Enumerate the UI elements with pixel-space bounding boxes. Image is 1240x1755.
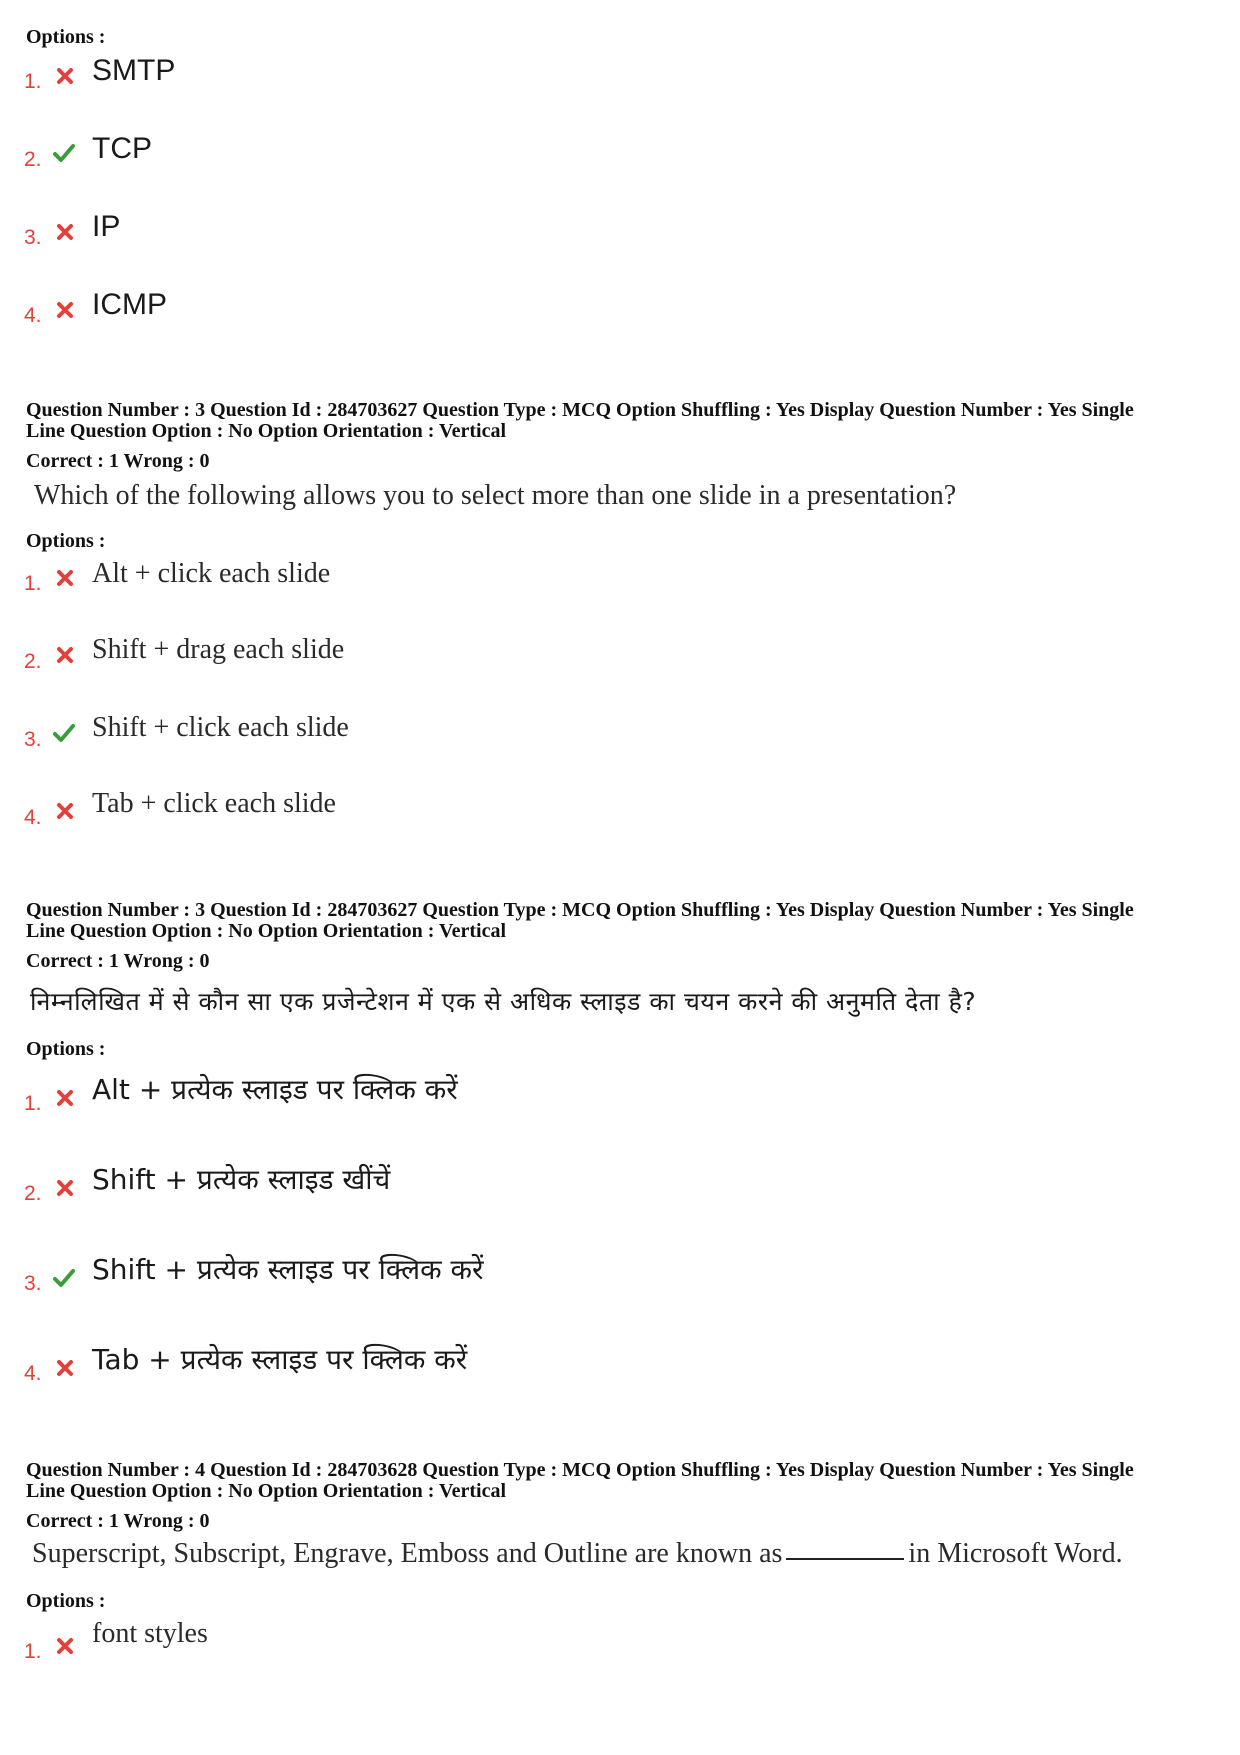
question-meta-line: Line Question Option : No Option Orientation : Vertical	[26, 420, 507, 442]
cross-icon	[53, 298, 77, 322]
score-line: Correct : 1 Wrong : 0	[26, 950, 210, 972]
option-text: Shift + प्रत्येक स्लाइड खींचें	[92, 1163, 391, 1196]
question-meta-line: Line Question Option : No Option Orientation : Vertical	[26, 1480, 507, 1502]
option-number: 4.	[24, 1362, 42, 1385]
option-number: 2.	[24, 148, 42, 171]
cross-icon	[53, 1356, 77, 1380]
option-number: 2.	[24, 650, 42, 673]
option-number: 3.	[24, 728, 42, 751]
options-label: Options :	[26, 530, 106, 552]
check-icon	[52, 1266, 76, 1290]
option-text: SMTP	[92, 54, 176, 87]
option-number: 4.	[24, 304, 42, 327]
check-icon	[52, 141, 76, 165]
question-meta	[26, 1460, 1226, 1502]
option-text: Alt + click each slide	[92, 558, 331, 589]
option-number: 3.	[24, 1272, 42, 1295]
option-text: Shift + drag each slide	[92, 634, 345, 665]
cross-icon	[53, 1176, 77, 1200]
question-meta-line: Question Number : 3 Question Id : 284703627 Question Type : MCQ Option Shuffling : Yes Display Question Number : Yes Single	[26, 399, 1134, 421]
option-text: Alt + प्रत्येक स्लाइड पर क्लिक करें	[92, 1073, 458, 1106]
option-text: ICMP	[92, 288, 167, 321]
option-number: 3.	[24, 226, 42, 249]
question-meta-line: Question Number : 3 Question Id : 284703627 Question Type : MCQ Option Shuffling : Yes Display Question Number : Yes Single	[26, 899, 1134, 921]
cross-icon	[53, 64, 77, 88]
cross-icon	[53, 799, 77, 823]
question-meta	[26, 400, 1226, 442]
option-number: 1.	[24, 572, 42, 595]
option-text: Tab + प्रत्येक स्लाइड पर क्लिक करें	[92, 1343, 468, 1376]
question-text-part: in Microsoft Word.	[908, 1538, 1123, 1569]
score-line: Correct : 1 Wrong : 0	[26, 1510, 210, 1532]
cross-icon	[53, 220, 77, 244]
cross-icon	[53, 1634, 77, 1658]
cross-icon	[53, 1086, 77, 1110]
option-text: IP	[92, 210, 121, 243]
option-text: Tab + click each slide	[92, 788, 336, 819]
cross-icon	[53, 566, 77, 590]
question-text	[32, 1538, 1123, 1570]
question-text: निम्नलिखित में से कौन सा एक प्रजेन्टेशन में एक से अधिक स्लाइड का चयन करने की अनुमति देता है?	[30, 987, 977, 1016]
option-text: TCP	[92, 132, 152, 165]
score-line: Correct : 1 Wrong : 0	[26, 450, 210, 472]
question-text-part: Superscript, Subscript, Engrave, Emboss and Outline are known as	[32, 1538, 783, 1569]
cross-icon	[53, 643, 77, 667]
option-number: 1.	[24, 1092, 42, 1115]
option-text: Shift + click each slide	[92, 712, 349, 743]
check-icon	[52, 721, 76, 745]
question-meta-line: Line Question Option : No Option Orientation : Vertical	[26, 920, 507, 942]
fill-in-blank	[786, 1558, 904, 1560]
option-number: 1.	[24, 1640, 42, 1663]
option-text: Shift + प्रत्येक स्लाइड पर क्लिक करें	[92, 1253, 484, 1286]
option-text: font styles	[92, 1618, 208, 1649]
option-number: 4.	[24, 806, 42, 829]
options-label: Options :	[26, 26, 106, 48]
question-meta-line: Question Number : 4 Question Id : 284703628 Question Type : MCQ Option Shuffling : Yes Display Question Number : Yes Single	[26, 1459, 1134, 1481]
question-meta	[26, 900, 1226, 942]
options-label: Options :	[26, 1590, 106, 1612]
option-number: 2.	[24, 1182, 42, 1205]
options-label: Options :	[26, 1038, 106, 1060]
question-text: Which of the following allows you to select more than one slide in a presentation?	[34, 480, 957, 511]
option-number: 1.	[24, 70, 42, 93]
